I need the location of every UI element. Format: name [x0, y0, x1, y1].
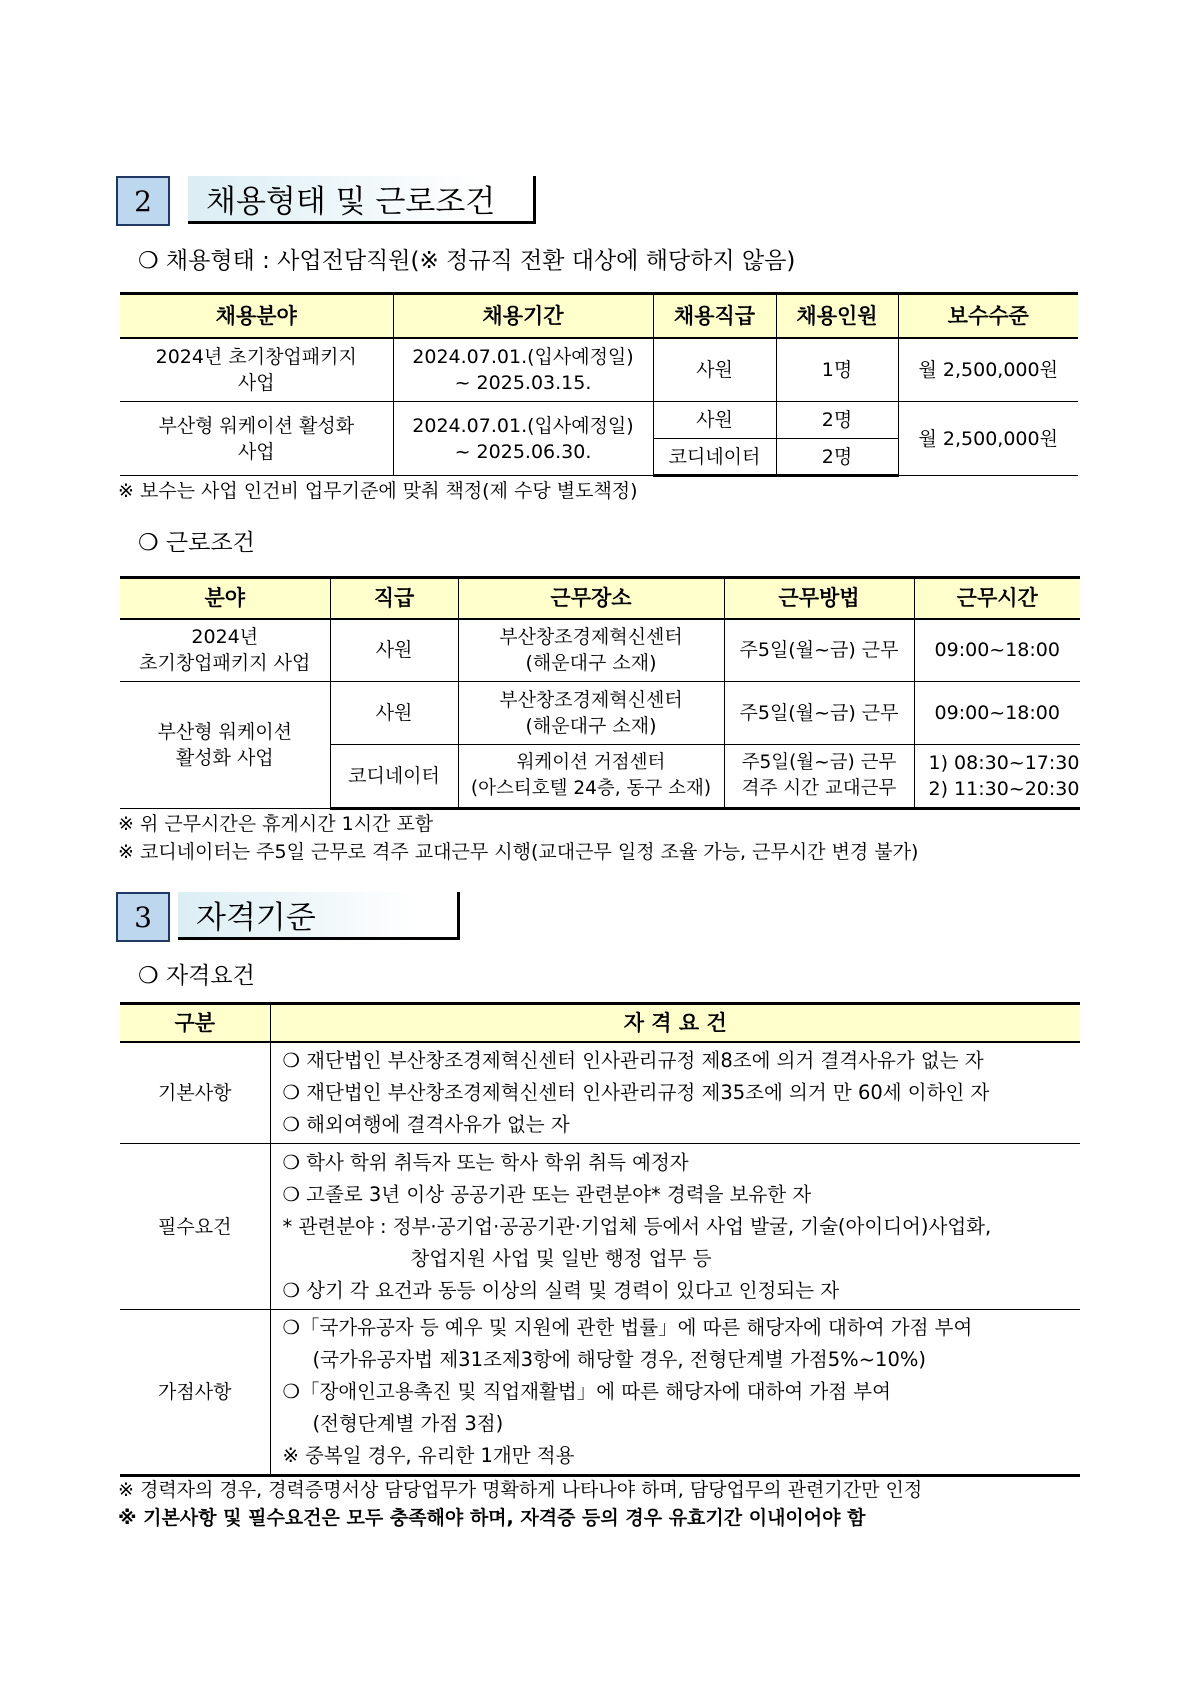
header-cell: 근무시간: [914, 578, 1080, 619]
grade-cell: 코디네이터: [330, 745, 458, 809]
career-note: ※ 경력자의 경우, 경력증명서상 담당업무가 명확하게 나타나야 하며, 담당업무의 관련기간만 인정: [118, 1479, 923, 1501]
header-cell: 직급: [330, 578, 458, 619]
hours-cell: 1) 08:30~17:30 2) 11:30~20:30: [914, 745, 1080, 809]
work-conditions-line: ❍ 근로조건: [138, 530, 255, 556]
period-cell: 2024.07.01.(입사예정일) ~ 2025.03.15.: [393, 338, 653, 402]
rest-note: ※ 위 근무시간은 휴게시간 1시간 포함: [118, 813, 434, 835]
field-cell: 2024년 초기창업패키지 사업: [120, 619, 330, 682]
grade-cell: 코디네이터: [653, 439, 776, 476]
method-cell: 주5일(월~금) 근무: [724, 619, 914, 682]
grade-cell: 사원: [653, 338, 776, 402]
category-cell: 가점사항: [120, 1310, 270, 1476]
list-item: ❍ 상기 각 요건과 동등 이상의 실력 및 경력이 있다고 인정되는 자: [282, 1278, 840, 1302]
list-item: ❍「국가유공자 등 예우 및 지원에 관한 법률」에 따른 해당자에 대하여 가점 부여: [282, 1316, 973, 1339]
section-3-header: [116, 892, 466, 944]
header-cell: 근무방법: [724, 578, 914, 619]
header-cell: 채용인원: [776, 294, 898, 338]
section-title: 자격기준: [178, 892, 460, 940]
list-item: ❍ 재단법인 부산창조경제혁신센터 인사관리규정 제8조에 의거 결격사유가 없는 자: [282, 1048, 984, 1072]
hours-cell: 09:00~18:00: [914, 619, 1080, 682]
list-item: ※ 중복일 경우, 유리한 1개만 적용: [282, 1444, 575, 1467]
coordinator-note: ※ 코디네이터는 주5일 근무로 격주 교대근무 시행(교대근무 일정 조율 가능, 근무시간 변경 불가): [118, 841, 919, 863]
list-item: ❍ 해외여행에 결격사유가 없는 자: [282, 1112, 570, 1136]
qualification-line: ❍ 자격요건: [138, 963, 255, 989]
count-cell: 2명: [776, 439, 898, 476]
requirement-note: ※ 기본사항 및 필수요건은 모두 충족해야 하며, 자격증 등의 경우 유효기간 이내이어야 함: [118, 1507, 866, 1529]
header-cell: 자 격 요 건: [270, 1004, 1080, 1042]
period-cell: 2024.07.01.(입사예정일) ~ 2025.06.30.: [393, 402, 653, 476]
list-item: (전형단계별 가점 3점): [312, 1412, 504, 1435]
requirements-cell: [270, 1042, 1080, 1144]
header-cell: 채용직급: [653, 294, 776, 338]
hiring-table: [120, 292, 1078, 477]
field-cell: 2024년 초기창업패키지 사업: [120, 338, 393, 402]
grade-cell: 사원: [330, 682, 458, 745]
pay-cell: 월 2,500,000원: [898, 338, 1078, 402]
method-cell: 주5일(월~금) 근무 격주 시간 교대근무: [724, 745, 914, 809]
place-cell: 부산창조경제혁신센터 (해운대구 소재): [458, 619, 724, 682]
field-cell: 부산형 워케이션 활성화 사업: [120, 682, 330, 809]
place-cell: 워케이션 거점센터 (아스티호텔 24층, 동구 소재): [458, 745, 724, 809]
list-item: ❍「장애인고용촉진 및 직업재활법」에 따른 해당자에 대하여 가점 부여: [282, 1380, 891, 1403]
place-cell: 부산창조경제혁신센터 (해운대구 소재): [458, 682, 724, 745]
section-title: 채용형태 및 근로조건: [188, 176, 536, 224]
category-cell: 필수요건: [120, 1144, 270, 1310]
header-cell: 근무장소: [458, 578, 724, 619]
section-number: 3: [116, 892, 170, 942]
list-item: (국가유공자법 제31조제3항에 해당할 경우, 전형단계별 가점5%~10%): [312, 1348, 926, 1371]
hours-cell: 09:00~18:00: [914, 682, 1080, 745]
section-number: 2: [116, 176, 170, 226]
grade-cell: 사원: [653, 402, 776, 439]
method-cell: 주5일(월~금) 근무: [724, 682, 914, 745]
pay-note: ※ 보수는 사업 인건비 업무기준에 맞춰 책정(제 수당 별도책정): [118, 480, 638, 502]
header-cell: 구분: [120, 1004, 270, 1042]
count-cell: 2명: [776, 402, 898, 439]
requirements-cell: [270, 1144, 1080, 1310]
pay-cell: 월 2,500,000원: [898, 402, 1078, 476]
header-cell: 채용분야: [120, 294, 393, 338]
qualification-table: [120, 1002, 1080, 1477]
list-item: ❍ 재단법인 부산창조경제혁신센터 인사관리규정 제35조에 의거 만 60세 이하인 자: [282, 1080, 990, 1104]
list-item: ❍ 고졸로 3년 이상 공공기관 또는 관련분야* 경력을 보유한 자: [282, 1182, 812, 1206]
requirements-cell: [270, 1310, 1080, 1476]
header-cell: 분야: [120, 578, 330, 619]
grade-cell: 사원: [330, 619, 458, 682]
list-item: 창업지원 사업 및 일반 행정 업무 등: [410, 1246, 712, 1270]
list-item: * 관련분야 : 정부·공기업·공공기관·기업체 등에서 사업 발굴, 기술(아이디어)사업화,: [282, 1214, 992, 1238]
header-cell: 보수수준: [898, 294, 1078, 338]
list-item: ❍ 학사 학위 취득자 또는 학사 학위 취득 예정자: [282, 1150, 689, 1174]
field-cell: 부산형 워케이션 활성화 사업: [120, 402, 393, 476]
header-cell: 채용기간: [393, 294, 653, 338]
section-2-header: [116, 176, 536, 228]
work-conditions-table: [120, 576, 1080, 810]
category-cell: 기본사항: [120, 1042, 270, 1144]
count-cell: 1명: [776, 338, 898, 402]
employment-type-line: ❍ 채용형태 : 사업전담직원(※ 정규직 전환 대상에 해당하지 않음): [138, 248, 796, 274]
